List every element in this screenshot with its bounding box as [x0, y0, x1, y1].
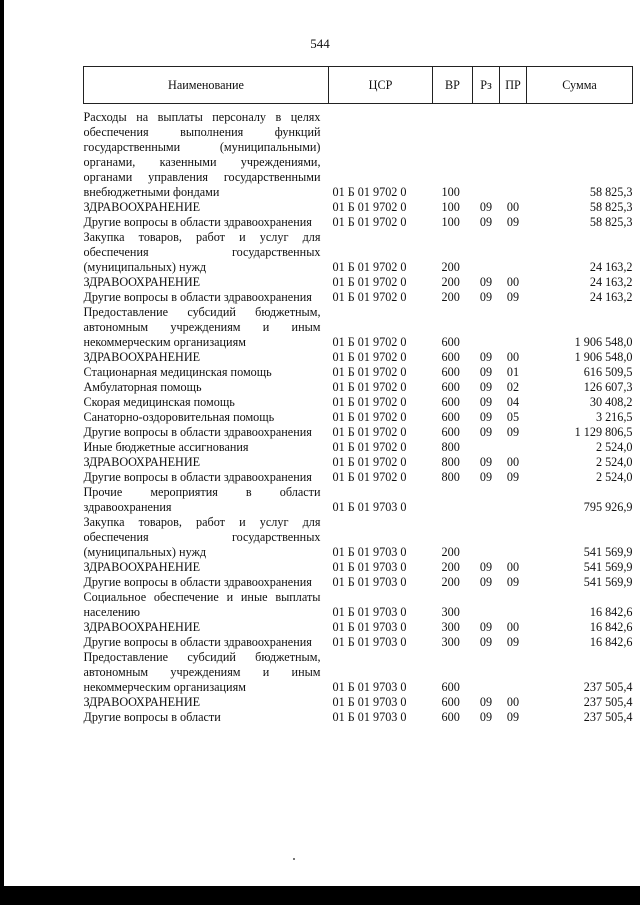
header-name: Наименование — [84, 67, 329, 104]
row-name: ЗДРАВООХРАНЕНИЕ — [83, 275, 201, 289]
row-name: Другие вопросы в области здравоохранения — [83, 290, 312, 304]
row-sum: 58 825,3 — [589, 200, 633, 214]
table-row — [84, 425, 633, 440]
row-sum: 58 825,3 — [589, 185, 633, 199]
row-pr: 09 — [506, 470, 520, 484]
header-csr: ЦСР — [329, 67, 433, 104]
row-name: Другие вопросы в области здравоохранения — [83, 470, 312, 484]
row-rz — [473, 485, 500, 515]
row-pr: 01 — [506, 365, 520, 379]
budget-table — [83, 66, 633, 725]
row-rz — [473, 590, 500, 620]
row-pr — [500, 440, 527, 455]
row-csr: 01 Б 01 9703 0 — [332, 620, 407, 634]
row-vr: 100 — [441, 215, 460, 229]
row-name: ЗДРАВООХРАНЕНИЕ — [83, 350, 201, 364]
row-rz: 09 — [479, 455, 493, 469]
row-csr: 01 Б 01 9703 0 — [332, 680, 407, 694]
row-name: ЗДРАВООХРАНЕНИЕ — [83, 455, 201, 469]
scan-edge-bottom — [0, 886, 640, 905]
row-pr — [500, 104, 527, 201]
row-csr: 01 Б 01 9702 0 — [332, 440, 407, 454]
row-sum: 541 569,9 — [583, 560, 633, 574]
row-sum: 24 163,2 — [589, 260, 633, 274]
row-csr: 01 Б 01 9702 0 — [332, 200, 407, 214]
table-row — [84, 590, 633, 620]
row-pr: 00 — [506, 455, 520, 469]
row-sum: 2 524,0 — [595, 455, 633, 469]
row-name: ЗДРАВООХРАНЕНИЕ — [83, 560, 201, 574]
row-name: Другие вопросы в области здравоохранения — [83, 215, 312, 229]
row-name: Санаторно-оздоровительная помощь — [83, 410, 275, 424]
row-name: Предоставление субсидий бюджетным, автономным учреждениям и иным некоммерческим организациям — [83, 305, 321, 349]
row-sum: 3 216,5 — [595, 410, 633, 424]
row-name: ЗДРАВООХРАНЕНИЕ — [83, 695, 201, 709]
row-name: Стационарная медицинская помощь — [83, 365, 272, 379]
row-name: Амбулаторная помощь — [83, 380, 202, 394]
row-rz — [473, 230, 500, 275]
row-csr: 01 Б 01 9702 0 — [332, 470, 407, 484]
row-csr: 01 Б 01 9702 0 — [332, 395, 407, 409]
row-vr: 600 — [441, 335, 460, 349]
row-sum: 1 129 806,5 — [574, 425, 633, 439]
row-csr: 01 Б 01 9702 0 — [332, 425, 407, 439]
row-sum: 24 163,2 — [589, 275, 633, 289]
row-pr: 09 — [506, 635, 520, 649]
row-vr: 600 — [441, 410, 460, 424]
table-row — [84, 470, 633, 485]
row-pr: 00 — [506, 200, 520, 214]
row-name: Иные бюджетные ассигнования — [83, 440, 249, 454]
row-sum: 1 906 548,0 — [574, 335, 633, 349]
table-row — [84, 455, 633, 470]
row-pr: 09 — [506, 215, 520, 229]
row-vr: 600 — [441, 710, 460, 724]
scan-edge-left — [0, 0, 4, 905]
row-csr: 01 Б 01 9703 0 — [332, 695, 407, 709]
row-name: Расходы на выплаты персоналу в целях обеспечения выполнения функций государственными (муниципальными) органами, казенными учреждениями, органами управления государственными внебюджетными фондами — [83, 110, 321, 199]
row-pr: 00 — [506, 275, 520, 289]
row-rz — [473, 305, 500, 350]
row-csr: 01 Б 01 9703 0 — [332, 560, 407, 574]
table-body — [84, 104, 633, 726]
page-number: 544 — [310, 36, 330, 51]
row-vr: 200 — [441, 260, 460, 274]
row-rz: 09 — [479, 470, 493, 484]
table-row — [84, 650, 633, 695]
row-name: Прочие мероприятия в области здравоохранения — [83, 485, 321, 514]
row-name: Закупка товаров, работ и услуг для обеспечения государственных (муниципальных) нужд — [83, 230, 321, 274]
row-vr: 600 — [441, 365, 460, 379]
row-pr: 02 — [506, 380, 520, 394]
row-sum: 16 842,6 — [589, 605, 633, 619]
table-row — [84, 290, 633, 305]
table-row — [84, 104, 633, 201]
row-rz: 09 — [479, 410, 493, 424]
row-name: Закупка товаров, работ и услуг для обеспечения государственных (муниципальных) нужд — [83, 515, 321, 559]
row-vr: 300 — [441, 620, 460, 634]
row-rz: 09 — [479, 290, 493, 304]
row-csr: 01 Б 01 9702 0 — [332, 410, 407, 424]
row-vr: 600 — [441, 680, 460, 694]
row-csr: 01 Б 01 9702 0 — [332, 215, 407, 229]
row-rz: 09 — [479, 200, 493, 214]
row-vr: 100 — [441, 185, 460, 199]
row-rz — [473, 515, 500, 560]
table-row — [84, 365, 633, 380]
row-csr: 01 Б 01 9702 0 — [332, 365, 407, 379]
row-csr: 01 Б 01 9702 0 — [332, 380, 407, 394]
row-rz: 09 — [479, 620, 493, 634]
row-rz: 09 — [479, 710, 493, 724]
row-sum: 541 569,9 — [583, 575, 633, 589]
row-vr: 200 — [441, 545, 460, 559]
row-pr — [500, 305, 527, 350]
row-vr: 600 — [441, 695, 460, 709]
table-row — [84, 395, 633, 410]
row-name: ЗДРАВООХРАНЕНИЕ — [83, 200, 201, 214]
row-rz: 09 — [479, 635, 493, 649]
row-vr: 800 — [441, 470, 460, 484]
row-csr: 01 Б 01 9702 0 — [332, 455, 407, 469]
row-name: Другие вопросы в области здравоохранения — [83, 575, 312, 589]
row-vr: 200 — [441, 560, 460, 574]
row-rz — [473, 650, 500, 695]
header-rz: Рз — [473, 67, 500, 104]
row-pr — [500, 515, 527, 560]
row-csr: 01 Б 01 9703 0 — [332, 605, 407, 619]
row-name: Другие вопросы в области здравоохранения — [83, 635, 312, 649]
row-rz: 09 — [479, 350, 493, 364]
row-sum: 30 408,2 — [589, 395, 633, 409]
row-vr: 200 — [441, 575, 460, 589]
table-row — [84, 305, 633, 350]
row-rz: 09 — [479, 395, 493, 409]
row-vr: 600 — [441, 395, 460, 409]
row-rz: 09 — [479, 380, 493, 394]
row-vr: 600 — [441, 380, 460, 394]
row-csr: 01 Б 01 9703 0 — [332, 635, 407, 649]
row-sum: 58 825,3 — [589, 215, 633, 229]
row-pr: 09 — [506, 425, 520, 439]
row-rz — [473, 440, 500, 455]
row-sum: 795 926,9 — [583, 500, 633, 514]
row-csr: 01 Б 01 9702 0 — [332, 275, 407, 289]
row-name: Скорая медицинская помощь — [83, 395, 235, 409]
row-name: Социальное обеспечение и иные выплаты населению — [83, 590, 321, 619]
row-csr: 01 Б 01 9703 0 — [332, 710, 407, 724]
row-sum: 237 505,4 — [583, 680, 633, 694]
row-name: Другие вопросы в области — [83, 710, 221, 724]
row-csr: 01 Б 01 9702 0 — [332, 335, 407, 349]
row-rz: 09 — [479, 575, 493, 589]
row-rz: 09 — [479, 425, 493, 439]
row-name: ЗДРАВООХРАНЕНИЕ — [83, 620, 201, 634]
row-pr — [500, 485, 527, 515]
table-row — [84, 695, 633, 710]
row-sum: 1 906 548,0 — [574, 350, 633, 364]
row-pr: 00 — [506, 620, 520, 634]
row-sum: 16 842,6 — [589, 620, 633, 634]
table-row — [84, 710, 633, 725]
row-sum: 2 524,0 — [595, 470, 633, 484]
row-sum: 541 569,9 — [583, 545, 633, 559]
row-csr: 01 Б 01 9702 0 — [332, 290, 407, 304]
header-pr: ПР — [500, 67, 527, 104]
table-row — [84, 215, 633, 230]
row-vr: 600 — [441, 425, 460, 439]
scan-artifact — [293, 858, 295, 860]
row-pr — [500, 650, 527, 695]
row-rz: 09 — [479, 275, 493, 289]
table-row — [84, 635, 633, 650]
row-vr — [433, 485, 473, 515]
row-pr: 05 — [506, 410, 520, 424]
row-vr: 200 — [441, 290, 460, 304]
row-csr: 01 Б 01 9703 0 — [332, 500, 407, 514]
row-pr: 04 — [506, 395, 520, 409]
row-sum: 126 607,3 — [583, 380, 633, 394]
row-vr: 300 — [441, 605, 460, 619]
row-rz: 09 — [479, 365, 493, 379]
row-rz: 09 — [479, 695, 493, 709]
table-row — [84, 515, 633, 560]
row-csr: 01 Б 01 9702 0 — [332, 260, 407, 274]
table-row — [84, 200, 633, 215]
row-pr — [500, 590, 527, 620]
table-row — [84, 440, 633, 455]
table-header-row — [84, 67, 633, 104]
row-csr: 01 Б 01 9702 0 — [332, 185, 407, 199]
table-row — [84, 620, 633, 635]
table-row — [84, 410, 633, 425]
table-row — [84, 575, 633, 590]
table-row — [84, 350, 633, 365]
row-vr: 600 — [441, 350, 460, 364]
row-name: Предоставление субсидий бюджетным, автономным учреждениям и иным некоммерческим организациям — [83, 650, 321, 694]
row-sum: 2 524,0 — [595, 440, 633, 454]
row-name: Другие вопросы в области здравоохранения — [83, 425, 312, 439]
row-sum: 24 163,2 — [589, 290, 633, 304]
row-rz — [473, 104, 500, 201]
row-pr: 09 — [506, 290, 520, 304]
row-rz: 09 — [479, 560, 493, 574]
row-vr: 100 — [441, 200, 460, 214]
table-row — [84, 485, 633, 515]
row-pr: 09 — [506, 575, 520, 589]
row-pr — [500, 230, 527, 275]
header-vr: ВР — [433, 67, 473, 104]
row-sum: 16 842,6 — [589, 635, 633, 649]
row-csr: 01 Б 01 9703 0 — [332, 545, 407, 559]
row-csr: 01 Б 01 9702 0 — [332, 350, 407, 364]
table-row — [84, 230, 633, 275]
row-sum: 237 505,4 — [583, 710, 633, 724]
row-pr: 00 — [506, 695, 520, 709]
row-pr: 09 — [506, 710, 520, 724]
table-row — [84, 275, 633, 290]
row-vr: 300 — [441, 635, 460, 649]
header-sum: Сумма — [527, 67, 633, 104]
table-row — [84, 380, 633, 395]
row-vr: 200 — [441, 275, 460, 289]
row-sum: 616 509,5 — [583, 365, 633, 379]
table-row — [84, 560, 633, 575]
row-vr: 800 — [441, 440, 460, 454]
row-rz: 09 — [479, 215, 493, 229]
row-vr: 800 — [441, 455, 460, 469]
row-sum: 237 505,4 — [583, 695, 633, 709]
row-pr: 00 — [506, 560, 520, 574]
row-csr: 01 Б 01 9703 0 — [332, 575, 407, 589]
row-pr: 00 — [506, 350, 520, 364]
